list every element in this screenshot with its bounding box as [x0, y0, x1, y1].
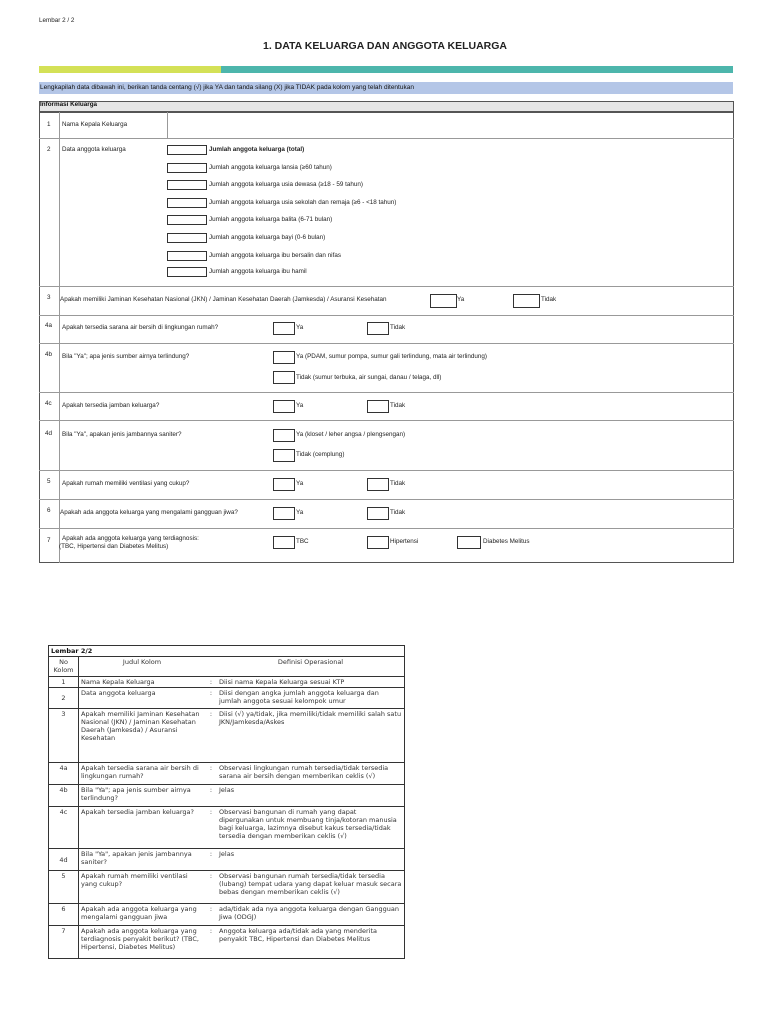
header-spacer	[205, 657, 217, 677]
head-of-family-name-field[interactable]	[168, 113, 733, 137]
member-count-school-age-label: Jumlah anggota keluarga usia sekolah dan remaja (≥6 - <18 tahun)	[209, 199, 397, 206]
row-no: 4b	[49, 785, 79, 807]
q4a-number: 4a	[45, 322, 53, 329]
row-divider	[39, 470, 734, 471]
row-divider	[39, 499, 734, 500]
color-bar-left	[39, 66, 221, 73]
row-no: 2	[49, 688, 79, 709]
q3-number: 3	[47, 294, 51, 301]
q1-number: 1	[47, 121, 51, 128]
row-definition: Observasi bangunan rumah tersedia/tidak tersedia (lubang) tempat udara yang dapat keluar masuk secara bebas dengan memberikan ceklis (√)	[217, 871, 405, 904]
row-divider	[39, 343, 734, 344]
row-divider	[39, 286, 734, 287]
q4d-no-label: Tidak (cemplung)	[296, 451, 345, 458]
q7-diabetes-label: Diabetes Melitus	[483, 538, 530, 545]
q4d-number: 4d	[45, 430, 53, 437]
member-count-infant-input[interactable]	[167, 233, 207, 243]
row-definition: Diisi nama Kepala Keluarga sesuai KTP	[217, 677, 405, 688]
q7-hypertension-checkbox[interactable]	[367, 536, 389, 549]
row-title: Bila "Ya"; apa jenis sumber airnya terlindung?	[79, 785, 206, 807]
row-definition: ada/tidak ada nya anggota keluarga dengan Gangguan Jiwa (ODGJ)	[217, 904, 405, 926]
row-divider	[39, 392, 734, 393]
color-bar-right	[221, 66, 733, 73]
row-divider	[39, 420, 734, 421]
row-divider	[39, 138, 734, 139]
definitions-header-title: Judul Kolom	[79, 657, 206, 677]
row-definition: Jelas	[217, 785, 405, 807]
row-title: Nama Kepala Keluarga	[79, 677, 206, 688]
row-colon: :	[205, 688, 217, 709]
q6-text: Apakah ada anggota keluarga yang mengalami gangguan jiwa?	[60, 509, 238, 516]
row-title: Apakah memiliki Jaminan Kesehatan Nasional (JKN) / Jaminan Kesehatan Daerah (Jamkesda) / Asuransi Kesehatan	[79, 709, 206, 763]
q4b-number: 4b	[45, 351, 53, 358]
q1-text: Nama Kepala Keluarga	[62, 121, 128, 128]
row-title: Data anggota keluarga	[79, 688, 206, 709]
row-title: Bila "Ya", apakan jenis jambannya saniter?	[79, 849, 206, 871]
page-title: 1. DATA KELUARGA DAN ANGGOTA KELUARGA	[262, 40, 508, 52]
q3-yes-label: Ya	[457, 296, 465, 303]
row-definition: Diisi (√) ya/tidak, jika memiliki/tidak memiliki salah satu JKN/Jamkesda/Askes	[217, 709, 405, 763]
definitions-row	[49, 926, 405, 959]
q5-yes-checkbox[interactable]	[273, 478, 295, 491]
member-count-postpartum-label: Jumlah anggota keluarga ibu bersalin dan nifas	[209, 252, 341, 259]
q4c-no-label: Tidak	[390, 402, 406, 409]
row-title: Apakah rumah memiliki ventilasi yang cukup?	[79, 871, 206, 904]
page-label: Lembar 2 / 2	[39, 17, 75, 24]
member-count-adult-input[interactable]	[167, 180, 207, 190]
row-title: Apakah ada anggota keluarga yang terdiagnosis penyakit berikut? (TBC, Hipertensi, Diabetes Melitus)	[79, 926, 206, 959]
row-divider	[39, 315, 734, 316]
member-count-elderly-input[interactable]	[167, 163, 207, 173]
row-title: Apakah tersedia jamban keluarga?	[79, 807, 206, 849]
q4b-no-label: Tidak (sumur terbuka, air sungai, danau / telaga, dll)	[296, 374, 442, 381]
definitions-row	[49, 763, 405, 785]
definitions-table	[48, 645, 405, 959]
row-definition: Anggota keluarga ada/tidak ada yang menderita penyakit TBC, Hipertensi dan Diabetes Melitus	[217, 926, 405, 959]
q2-number: 2	[47, 146, 51, 153]
q4d-yes-label: Ya (kloset / leher angsa / plengsengan)	[296, 431, 406, 438]
q5-text: Apakah rumah memiliki ventilasi yang cukup?	[62, 480, 190, 487]
definitions-row	[49, 807, 405, 849]
row-colon: :	[205, 807, 217, 849]
q4c-yes-checkbox[interactable]	[273, 400, 295, 413]
q6-yes-label: Ya	[296, 509, 304, 516]
definitions-row	[49, 785, 405, 807]
q4d-text: Bila "Ya", apakan jenis jambannya saniter?	[62, 431, 182, 438]
q4a-no-checkbox[interactable]	[367, 322, 389, 335]
definitions-row	[49, 871, 405, 904]
member-count-postpartum-input[interactable]	[167, 251, 207, 261]
member-count-school-age-input[interactable]	[167, 198, 207, 208]
definitions-header-definition: Definisi Operasional	[217, 657, 405, 677]
q4b-yes-checkbox[interactable]	[273, 351, 295, 364]
row-colon: :	[205, 677, 217, 688]
form-number-column-divider	[59, 112, 60, 563]
member-count-elderly-label: Jumlah anggota keluarga lansia (≥60 tahun)	[209, 164, 332, 171]
member-count-total-input[interactable]	[167, 145, 207, 155]
definitions-row	[49, 688, 405, 709]
row-title: Apakah tersedia sarana air bersih di lingkungan rumah?	[79, 763, 206, 785]
instruction-text: Lengkapilah data dibawah ini, berikan tanda centang (√) jika YA dan tanda silang (X) jika TIDAK pada kolom yang telah ditentukan	[40, 83, 414, 91]
section-label: Informasi Keluarga	[40, 101, 98, 108]
q3-yes-checkbox[interactable]	[430, 294, 457, 308]
row-title: Apakah ada anggota keluarga yang mengalami gangguan jiwa	[79, 904, 206, 926]
q5-number: 5	[47, 478, 51, 485]
definitions-row	[49, 677, 405, 688]
definitions-caption: Lembar 2/2	[49, 646, 405, 657]
member-count-pregnant-label: Jumlah anggota keluarga ibu hamil	[209, 268, 307, 275]
row-no: 4a	[49, 763, 79, 785]
row-no: 7	[49, 926, 79, 959]
q4b-text: Bila "Ya"; apa jenis sumber airnya terlindung?	[62, 353, 190, 360]
q3-no-label: Tidak	[541, 296, 557, 303]
q4d-yes-checkbox[interactable]	[273, 429, 295, 442]
definitions-row	[49, 849, 405, 871]
row-definition: Jelas	[217, 849, 405, 871]
q6-yes-checkbox[interactable]	[273, 507, 295, 520]
q5-yes-label: Ya	[296, 480, 304, 487]
q5-no-label: Tidak	[390, 480, 406, 487]
row-no: 4c	[49, 807, 79, 849]
q3-text: Apakah memiliki Jaminan Kesehatan Nasional (JKN) / Jaminan Kesehatan Daerah (Jamkesda) / Asuransi Kesehatan	[60, 296, 387, 303]
member-count-pregnant-input[interactable]	[167, 267, 207, 277]
row-colon: :	[205, 926, 217, 959]
q4a-text: Apakah tersedia sarana air bersih di lingkungan rumah?	[62, 324, 219, 331]
q6-no-label: Tidak	[390, 509, 406, 516]
q2-text: Data anggota keluarga	[62, 146, 126, 153]
row-no: 4d	[49, 849, 79, 871]
row-no: 6	[49, 904, 79, 926]
row-divider	[39, 528, 734, 529]
row-colon: :	[205, 871, 217, 904]
q7-diabetes-checkbox[interactable]	[457, 536, 481, 549]
q4a-yes-label: Ya	[296, 324, 304, 331]
row-definition: Diisi dengan angka jumlah anggota keluarga dan jumlah anggota sesuai kelompok umur	[217, 688, 405, 709]
q7-text-line1: Apakah ada anggota keluarga yang terdiagnosis:	[62, 535, 199, 542]
q7-text-line2: (TBC, Hipertensi dan Diabetes Melitus)	[59, 543, 169, 550]
definitions-row	[49, 904, 405, 926]
q4c-number: 4c	[45, 400, 52, 407]
q4a-yes-checkbox[interactable]	[273, 322, 295, 335]
q7-tbc-checkbox[interactable]	[273, 536, 295, 549]
member-count-toddler-label: Jumlah anggota keluarga balita (6-71 bulan)	[209, 216, 333, 223]
row-definition: Observasi bangunan di rumah yang dapat dipergunakan untuk membuang tinja/kotoran manusia bagi keluarga, lazimnya disebut kakus tersedia/tidak tersedia dengan memberikan ceklis (√)	[217, 807, 405, 849]
q4a-no-label: Tidak	[390, 324, 406, 331]
q4c-yes-label: Ya	[296, 402, 304, 409]
q7-hypertension-label: Hipertensi	[390, 538, 419, 545]
row-no: 5	[49, 871, 79, 904]
q6-no-checkbox[interactable]	[367, 507, 389, 520]
member-count-total-label: Jumlah anggota keluarga (total)	[209, 146, 305, 153]
form-frame	[39, 112, 734, 563]
member-count-toddler-input[interactable]	[167, 215, 207, 225]
q4d-no-checkbox[interactable]	[273, 449, 295, 462]
q3-no-checkbox[interactable]	[513, 294, 540, 308]
row-colon: :	[205, 904, 217, 926]
definitions-row	[49, 709, 405, 763]
member-count-infant-label: Jumlah anggota keluarga bayi (0-6 bulan)	[209, 234, 326, 241]
section-header	[39, 101, 734, 112]
row-no: 3	[49, 709, 79, 763]
row-no: 1	[49, 677, 79, 688]
q6-number: 6	[47, 507, 51, 514]
row-colon: :	[205, 763, 217, 785]
row-colon: :	[205, 785, 217, 807]
row-colon: :	[205, 709, 217, 763]
q7-tbc-label: TBC	[296, 538, 309, 545]
definitions-header-no: No Kolom	[49, 657, 79, 677]
row-colon: :	[205, 849, 217, 871]
member-count-adult-label: Jumlah anggota keluarga usia dewasa (≥18 - 59 tahun)	[209, 181, 363, 188]
q4b-yes-label: Ya (PDAM, sumur pompa, sumur gali terlindung, mata air terlindung)	[296, 353, 487, 360]
row-definition: Observasi lingkungan rumah tersedia/tidak tersedia sarana air bersih dengan memberikan ceklis (√)	[217, 763, 405, 785]
q5-no-checkbox[interactable]	[367, 478, 389, 491]
q4c-text: Apakah tersedia jamban keluarga?	[62, 402, 160, 409]
q4c-no-checkbox[interactable]	[367, 400, 389, 413]
q7-number: 7	[47, 537, 51, 544]
q4b-no-checkbox[interactable]	[273, 371, 295, 384]
